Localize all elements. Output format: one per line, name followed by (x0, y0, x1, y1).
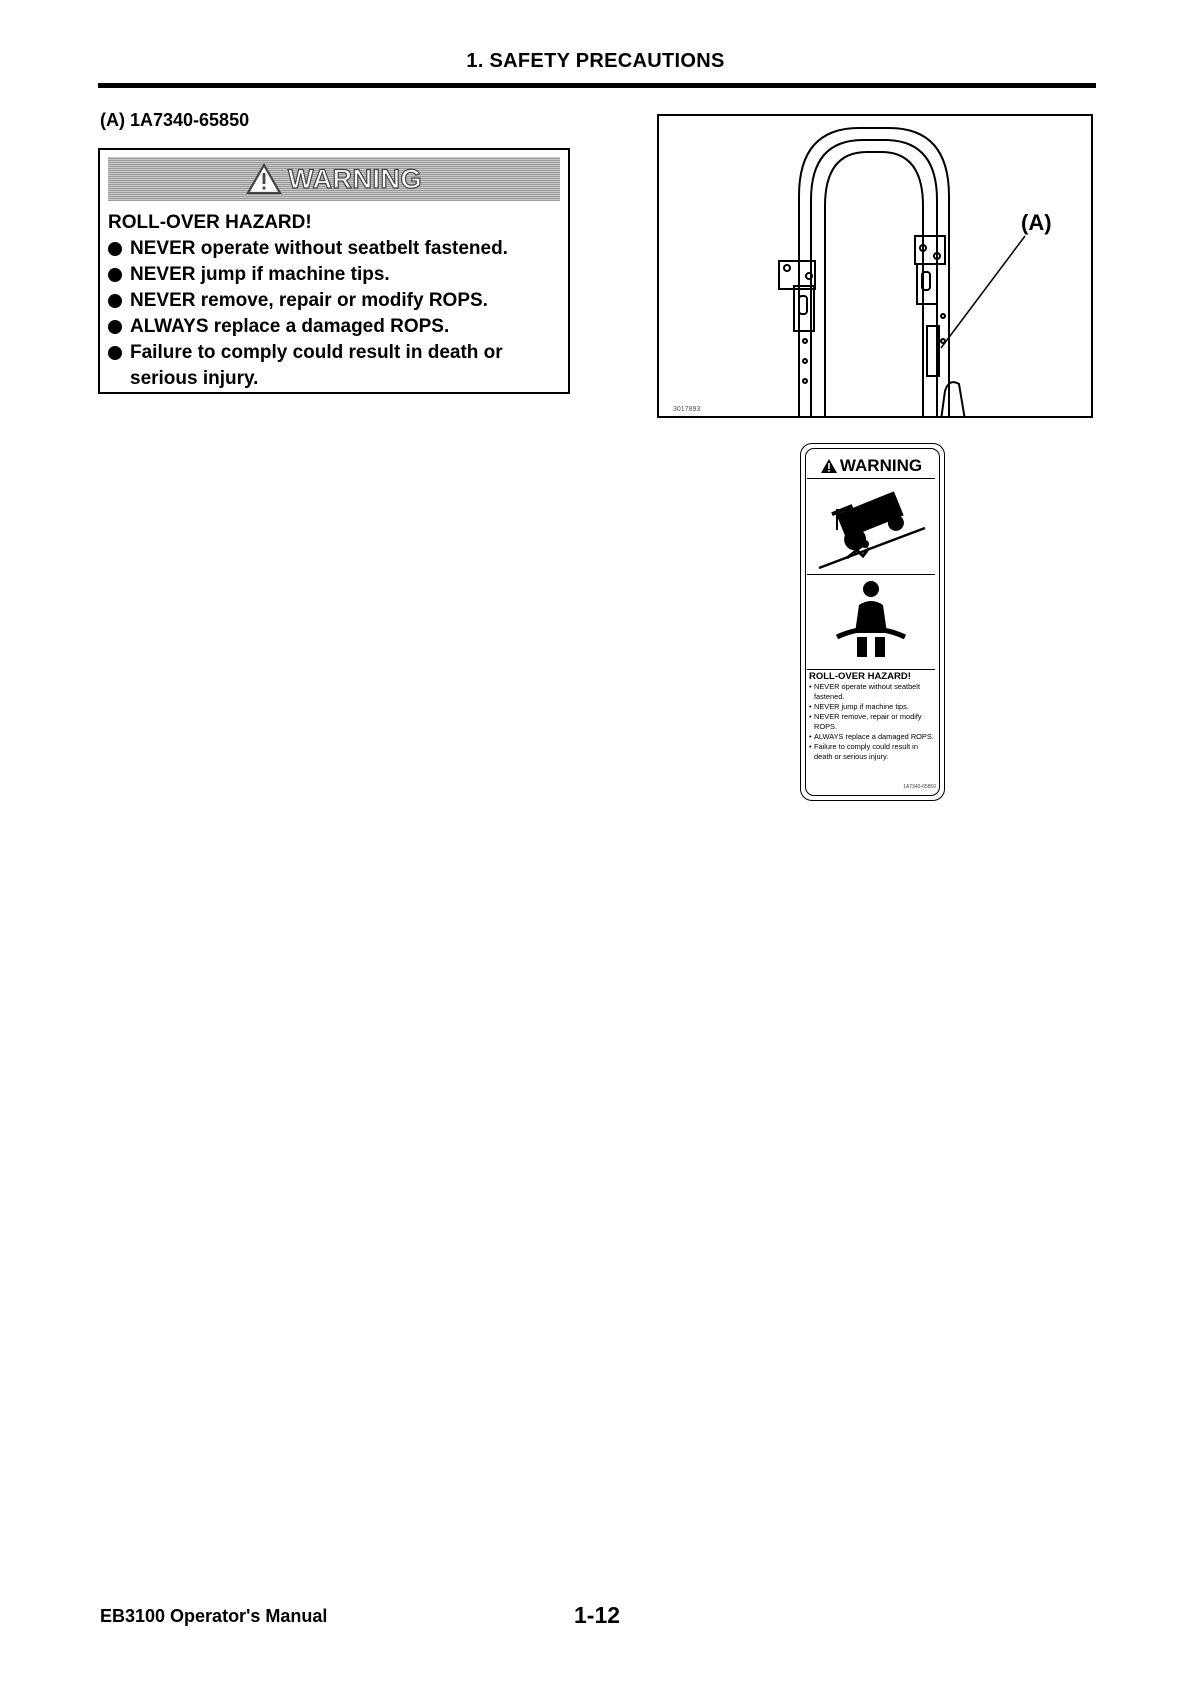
figure-callout-a: (A) (1021, 210, 1052, 235)
warning-heading: ROLL-OVER HAZARD! (108, 212, 312, 233)
warning-item: NEVER jump if machine tips. (108, 262, 563, 288)
footer-manual-title: EB3100 Operator's Manual (100, 1606, 328, 1626)
decal-part-code: 1A7340-65850 (903, 784, 936, 790)
decal-item: • NEVER remove, repair or modify ROPS. (809, 712, 937, 732)
decal-text (809, 672, 937, 762)
decal-title-text: WARNING (839, 456, 923, 475)
warning-banner-text: WARNING (288, 163, 422, 194)
decal-title (807, 454, 935, 479)
warning-triangle-icon (246, 163, 282, 195)
part-number-heading: (A) 1A7340-65850 (100, 110, 250, 130)
rops-figure (657, 114, 1093, 418)
figure-number: 3017893 (673, 406, 701, 413)
seatbelt-pictogram (807, 575, 935, 670)
warning-triangle-icon (820, 458, 838, 474)
header-rule (98, 83, 1096, 88)
tractor-rollover-pictogram (807, 480, 935, 575)
warning-banner (108, 157, 560, 201)
rops-drawing (659, 116, 1093, 418)
warning-box (98, 148, 570, 394)
warning-item: NEVER remove, repair or modify ROPS. (108, 288, 563, 314)
decal-item: • ALWAYS replace a damaged ROPS. (809, 732, 937, 742)
warning-body (108, 210, 563, 392)
footer-page-number: 1-12 (574, 1602, 621, 1628)
decal-heading: ROLL-OVER HAZARD! (809, 671, 911, 682)
warning-decal (800, 443, 945, 801)
warning-item: Failure to comply could result in death or serious injury. (108, 340, 563, 392)
decal-item: • Failure to comply could result in death or serious injury. (809, 742, 937, 762)
decal-item: • NEVER operate without seatbelt fastened. (809, 682, 937, 702)
decal-item: • NEVER jump if machine tips. (809, 702, 937, 712)
warning-item: ALWAYS replace a damaged ROPS. (108, 314, 563, 340)
warning-item: NEVER operate without seatbelt fastened. (108, 236, 563, 262)
page-header-title: 1. SAFETY PRECAUTIONS (466, 50, 725, 72)
